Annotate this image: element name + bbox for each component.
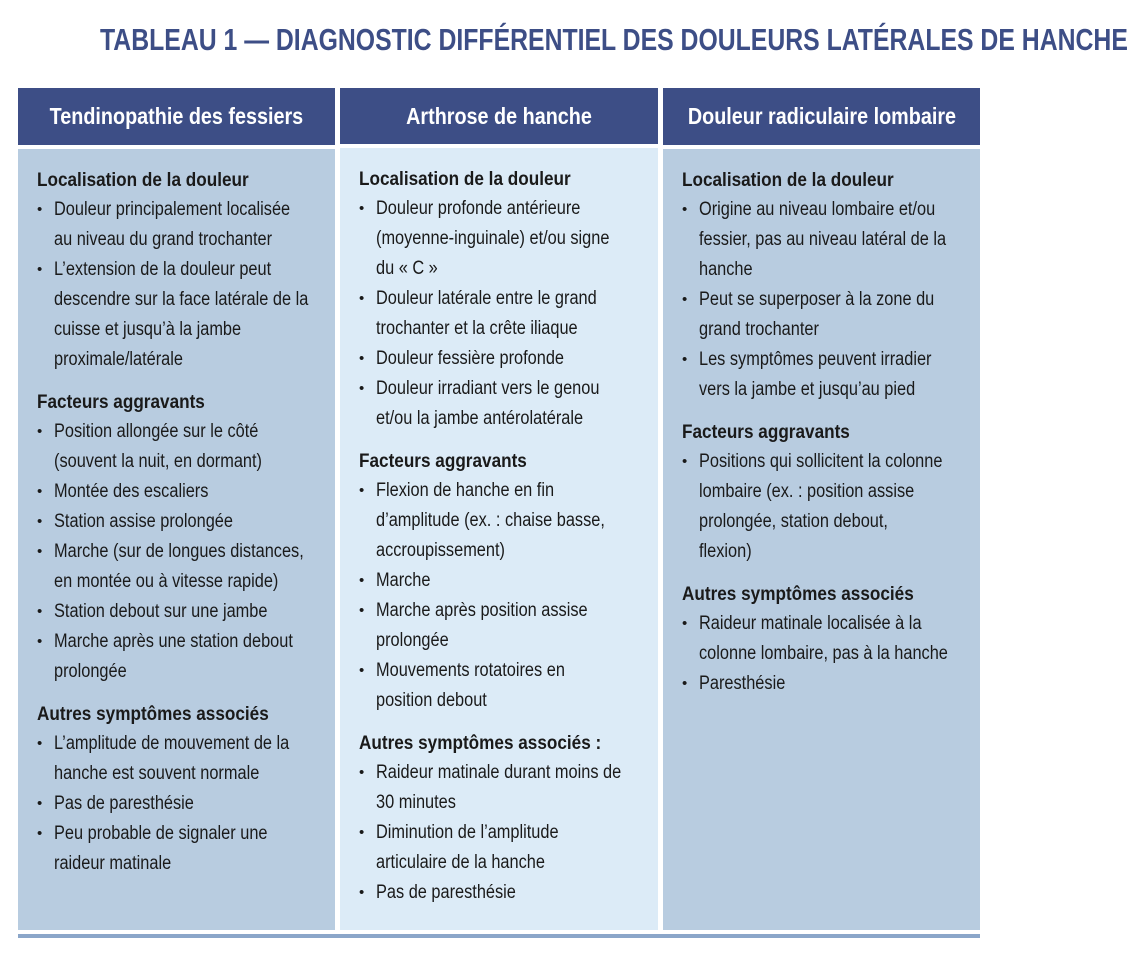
list-item-line: • Pas de paresthésie <box>376 882 516 903</box>
list-item <box>37 477 321 507</box>
list-item-line: • Raideur matinale localisée à la <box>699 613 922 634</box>
column-header: Douleur radiculaire lombaire <box>663 88 980 149</box>
bullet-list <box>37 417 321 687</box>
list-item-line: raideur matinale <box>54 853 172 874</box>
column-body <box>340 148 658 930</box>
section <box>682 579 966 699</box>
list-item <box>37 537 321 597</box>
section <box>359 164 644 434</box>
list-item <box>37 507 321 537</box>
column-header: Arthrose de hanche <box>340 88 658 148</box>
list-item-line: • Marche après une station debout <box>54 631 293 652</box>
list-item-line: • Positions qui sollicitent la colonne <box>699 451 943 472</box>
list-item-line: • Position allongée sur le côté <box>54 421 259 442</box>
section <box>37 387 321 687</box>
list-item-line: hanche est souvent normale <box>54 763 260 784</box>
bottom-divider <box>18 934 980 938</box>
bullet-list <box>359 194 644 434</box>
list-item <box>682 609 966 669</box>
list-item <box>359 818 644 878</box>
list-item-line: • Douleur fessière profonde <box>376 348 565 369</box>
column-lumbar-radicular-pain <box>663 88 980 930</box>
list-item-line: • Station assise prolongée <box>54 511 233 532</box>
list-item-line: grand trochanter <box>699 319 819 340</box>
list-item-line: vers la jambe et jusqu’au pied <box>699 379 916 400</box>
list-item-line: • Les symptômes peuvent irradier <box>699 349 932 370</box>
list-item-line: fessier, pas au niveau latéral de la <box>699 229 947 250</box>
section-title: Localisation de la douleur <box>37 169 249 191</box>
list-item-line: • Douleur principalement localisée <box>54 199 291 220</box>
list-item-line: lombaire (ex. : position assise <box>699 481 915 502</box>
column-body <box>18 149 335 930</box>
list-item-line: • Raideur matinale durant moins de <box>376 762 622 783</box>
list-item <box>37 597 321 627</box>
list-item-line: • Douleur profonde antérieure <box>376 198 581 219</box>
bullet-list <box>682 195 966 405</box>
section-title: Localisation de la douleur <box>682 169 894 191</box>
list-item-line: • Marche après position assise <box>376 600 588 621</box>
list-item-line: (souvent la nuit, en dormant) <box>54 451 262 472</box>
section-title: Facteurs aggravants <box>359 450 527 472</box>
list-item-line: flexion) <box>699 541 752 562</box>
section <box>37 165 321 375</box>
list-item <box>359 566 644 596</box>
list-item <box>37 819 321 879</box>
list-item-line: d’amplitude (ex. : chaise basse, <box>376 510 605 531</box>
list-item <box>359 596 644 656</box>
list-item <box>37 255 321 375</box>
column-hip-osteoarthritis <box>340 88 658 930</box>
list-item-line: trochanter et la crête iliaque <box>376 318 578 339</box>
list-item <box>37 417 321 477</box>
section <box>359 446 644 716</box>
section-title: Autres symptômes associés : <box>359 732 602 754</box>
list-item-line: en montée ou à vitesse rapide) <box>54 571 279 592</box>
list-item-line: cuisse et jusqu’à la jambe <box>54 319 242 340</box>
bullet-list <box>37 195 321 375</box>
column-gluteal-tendinopathy <box>18 88 335 930</box>
list-item <box>37 729 321 789</box>
list-item <box>359 284 644 344</box>
list-item <box>359 374 644 434</box>
list-item-line: • Paresthésie <box>699 673 786 694</box>
bullet-list <box>682 609 966 699</box>
list-item-line: colonne lombaire, pas à la hanche <box>699 643 948 664</box>
bullet-list <box>359 758 644 908</box>
section <box>359 728 644 908</box>
list-item <box>682 285 966 345</box>
bullet-list <box>682 447 966 567</box>
list-item <box>359 476 644 566</box>
list-item-line: • Station debout sur une jambe <box>54 601 268 622</box>
list-item <box>359 878 644 908</box>
column-body <box>663 149 980 930</box>
list-item-line: 30 minutes <box>376 792 456 813</box>
list-item-line: • Marche <box>376 570 431 591</box>
list-item-line: • Peu probable de signaler une <box>54 823 268 844</box>
list-item-line: • Diminution de l’amplitude <box>376 822 559 843</box>
list-item-line: prolongée, station debout, <box>699 511 888 532</box>
list-item-line: • L’amplitude de mouvement de la <box>54 733 290 754</box>
list-item <box>682 447 966 567</box>
list-item-line: • Douleur latérale entre le grand <box>376 288 597 309</box>
list-item-line: • Pas de paresthésie <box>54 793 194 814</box>
list-item-line: • Peut se superposer à la zone du <box>699 289 935 310</box>
table-title: TABLEAU 1 — DIAGNOSTIC DIFFÉRENTIEL DES DOULEURS LATÉRALES DE HANCHE <box>100 22 1128 57</box>
list-item <box>37 195 321 255</box>
list-item-line: • Mouvements rotatoires en <box>376 660 565 681</box>
list-item-line: accroupissement) <box>376 540 505 561</box>
list-item-line: • Flexion de hanche en fin <box>376 480 555 501</box>
list-item-line: • Origine au niveau lombaire et/ou <box>699 199 936 220</box>
section-title: Localisation de la douleur <box>359 168 571 190</box>
list-item-line: descendre sur la face latérale de la <box>54 289 309 310</box>
list-item-line: • Montée des escaliers <box>54 481 209 502</box>
list-item <box>359 344 644 374</box>
list-item-line: • L’extension de la douleur peut <box>54 259 272 280</box>
list-item-line: proximale/latérale <box>54 349 183 370</box>
section <box>37 699 321 879</box>
list-item <box>682 345 966 405</box>
list-item-line: du « C » <box>376 258 438 279</box>
section-title: Autres symptômes associés <box>682 583 914 605</box>
list-item-line: prolongée <box>376 630 449 651</box>
section-title: Autres symptômes associés <box>37 703 269 725</box>
list-item-line: prolongée <box>54 661 127 682</box>
section-title: Facteurs aggravants <box>682 421 850 443</box>
list-item-line: et/ou la jambe antérolatérale <box>376 408 584 429</box>
list-item-line: • Douleur irradiant vers le genou <box>376 378 600 399</box>
list-item <box>359 656 644 716</box>
list-item-line: hanche <box>699 259 753 280</box>
differential-diagnosis-table <box>18 88 980 930</box>
list-item <box>682 195 966 285</box>
list-item <box>359 194 644 284</box>
list-item <box>37 789 321 819</box>
list-item-line: position debout <box>376 690 487 711</box>
column-header: Tendinopathie des fessiers <box>18 88 335 149</box>
list-item <box>682 669 966 699</box>
list-item <box>37 627 321 687</box>
list-item <box>359 758 644 818</box>
list-item-line: au niveau du grand trochanter <box>54 229 273 250</box>
list-item-line: articulaire de la hanche <box>376 852 545 873</box>
bullet-list <box>359 476 644 716</box>
section-title: Facteurs aggravants <box>37 391 205 413</box>
bullet-list <box>37 729 321 879</box>
section <box>682 417 966 567</box>
section <box>682 165 966 405</box>
list-item-line: (moyenne-inguinale) et/ou signe <box>376 228 610 249</box>
list-item-line: • Marche (sur de longues distances, <box>54 541 304 562</box>
